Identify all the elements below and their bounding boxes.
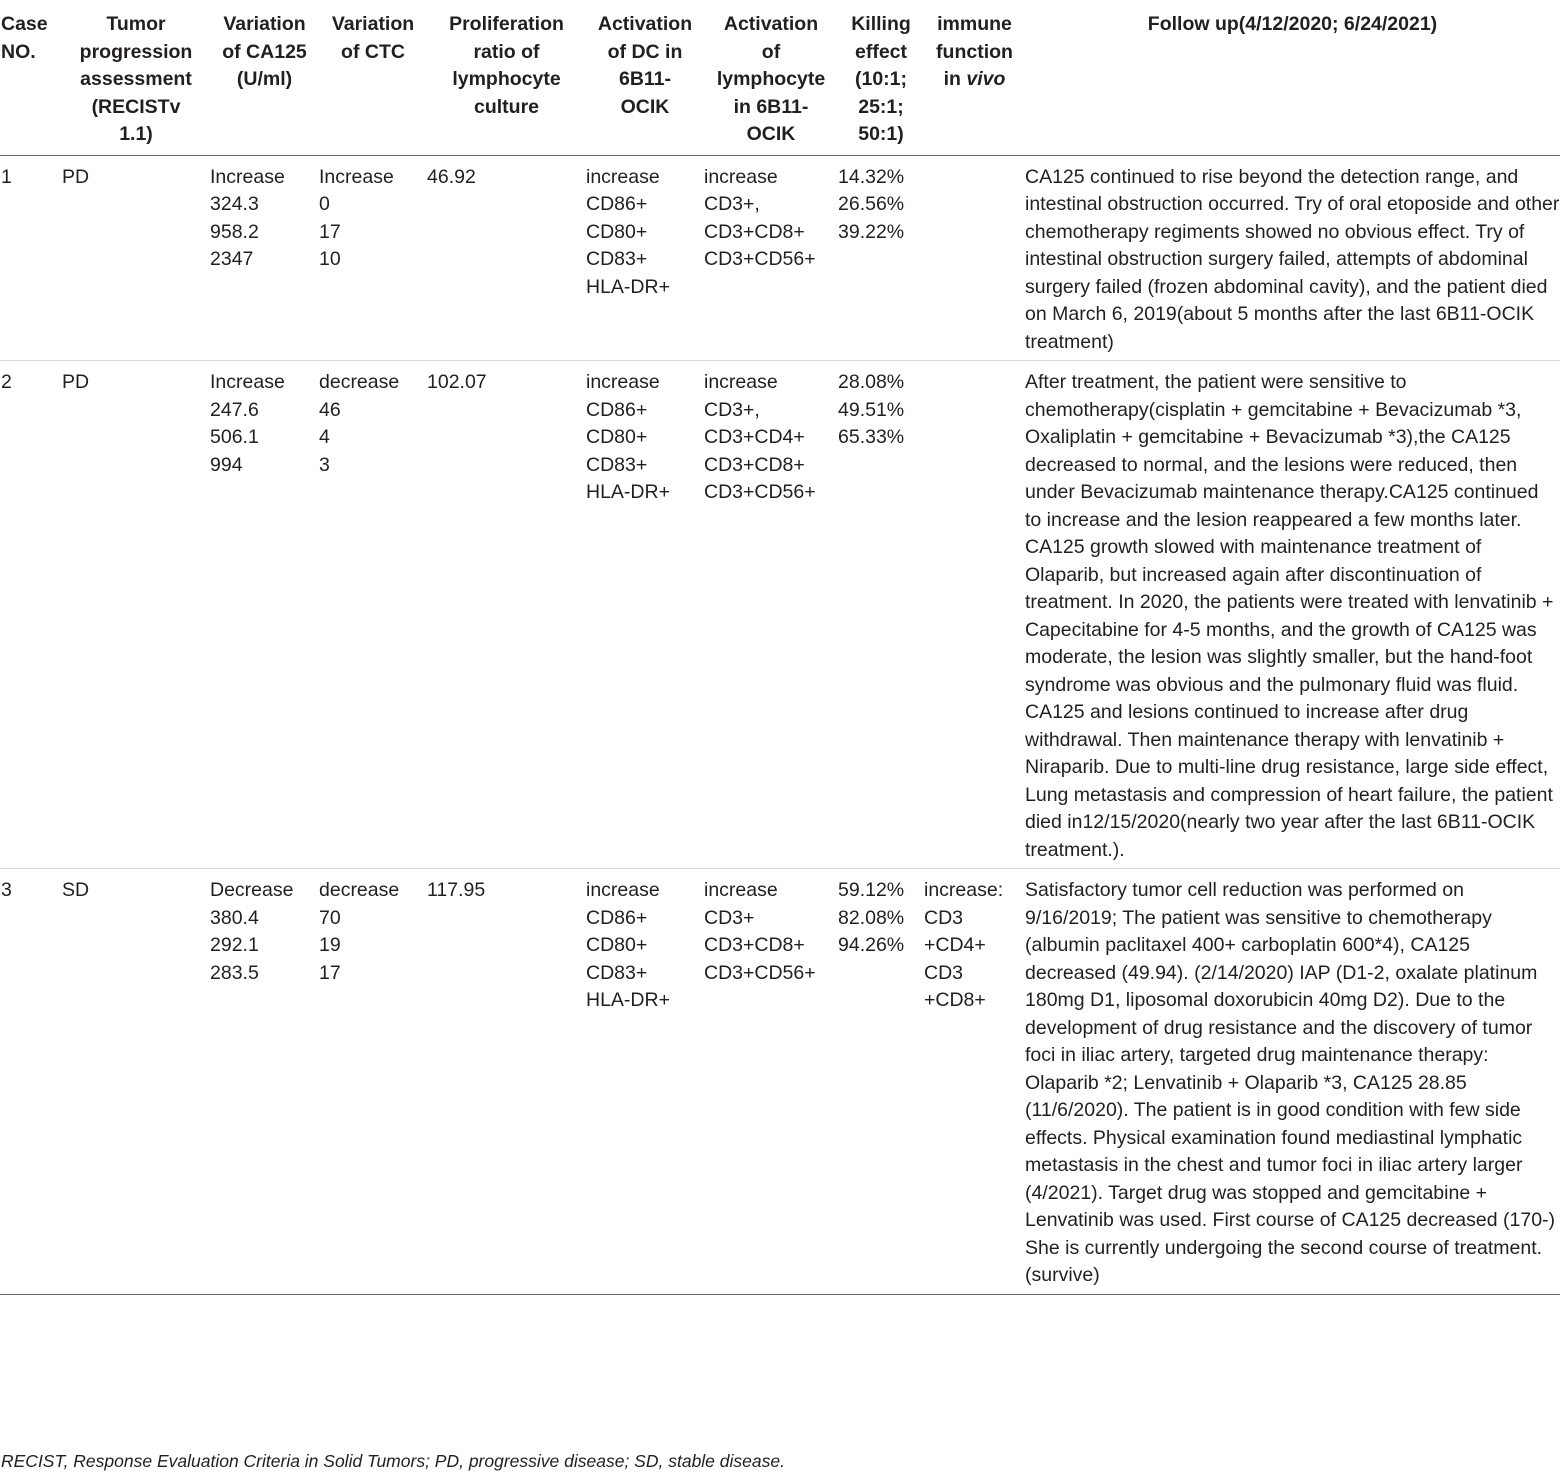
header-tumor: Tumor progression assessment (RECISTv 1.1): [62, 8, 210, 155]
cell-ca125: Increase 324.3 958.2 2347: [210, 155, 319, 361]
cell-ctc: Increase 0 17 10: [319, 155, 427, 361]
cell-dc: increase CD86+ CD80+ CD83+ HLA-DR+: [586, 361, 704, 869]
cell-follow: CA125 continued to rise beyond the detection range, and intestinal obstruction occurred. Try of oral etoposide and other chemotherapy regiments showed no obvious effect. Try of intestinal obstruction surgery failed, attempts of abdominal surgery failed (frozen abdominal cavity), and the patient died on March 6, 2019(about 5 months after the last 6B11-OCIK treatment): [1025, 155, 1560, 361]
header-immune-text: immune function in: [936, 13, 1013, 90]
cell-prolif: 117.95: [427, 869, 586, 1295]
table-row: [0, 361, 1560, 869]
table-row: [0, 869, 1560, 1295]
cell-follow: Satisfactory tumor cell reduction was performed on 9/16/2019; The patient was sensitive to chemotherapy (albumin paclitaxel 400+ carboplatin 600*4), CA125 decreased (49.94). (2/14/2020) IAP (D1-2, oxalate platinum 180mg D1, liposomal doxorubicin 40mg D2). Due to the development of drug resistance and the discovery of tumor foci in iliac artery, targeted drug maintenance therapy: Olaparib *2; Lenvatinib + Olaparib *3, CA125 28.85 (11/6/2020). The patient is in good condition with few side effects. Physical examination found mediastinal lymphatic metastasis in the chest and tumor foci in iliac artery larger (4/2021). Target drug was stopped and gemcitabine + Lenvatinib was used. First course of CA125 decreased (170-) She is currently undergoing the second course of treatment. (survive): [1025, 869, 1560, 1295]
cell-follow: After treatment, the patient were sensitive to chemotherapy(cisplatin + gemcitabine + Bevacizumab *3, Oxaliplatin + gemcitabine + Bevacizumab *3),the CA125 decreased to normal, and the lesions were reduced, then under Bevacizumab maintenance therapy.CA125 continued to increase and the lesion reappeared a few months later. CA125 growth slowed with maintenance treatment of Olaparib, but increased again after discontinuation of treatment. In 2020, the patients were treated with lenvatinib + Capecitabine for 4-5 months, and the growth of CA125 was moderate, the lesion was slightly smaller, but the hand-foot syndrome was obvious and the pulmonary fluid was fluid. CA125 and lesions continued to increase after drug withdrawal. Then maintenance therapy with lenvatinib + Niraparib. Due to multi-line drug resistance, large side effect, Lung metastasis and compression of heart failure, the patient died in12/15/2020(nearly two year after the last 6B11-OCIK treatment.).: [1025, 361, 1560, 869]
cell-killing: 59.12% 82.08% 94.26%: [838, 869, 924, 1295]
header-lymph: Activation of lymphocyte in 6B11- OCIK: [704, 8, 838, 155]
cell-killing: 14.32% 26.56% 39.22%: [838, 155, 924, 361]
cell-case: 1: [0, 155, 62, 361]
header-immune-vivo: vivo: [966, 68, 1006, 90]
cell-lymph: increase CD3+, CD3+CD8+ CD3+CD56+: [704, 155, 838, 361]
cell-tumor: PD: [62, 155, 210, 361]
cell-dc: increase CD86+ CD80+ CD83+ HLA-DR+: [586, 869, 704, 1295]
header-killing: Killing effect (10:1; 25:1; 50:1): [838, 8, 924, 155]
header-case: Case NO.: [0, 8, 62, 155]
table-header-row: [0, 8, 1560, 155]
cell-immune: increase: CD3 +CD4+ CD3 +CD8+: [924, 869, 1025, 1295]
cell-case: 2: [0, 361, 62, 869]
cell-case: 3: [0, 869, 62, 1295]
header-ctc: Variation of CTC: [319, 8, 427, 155]
cell-lymph: increase CD3+, CD3+CD4+ CD3+CD8+ CD3+CD56+: [704, 361, 838, 869]
header-ca125: Variation of CA125 (U/ml): [210, 8, 319, 155]
header-immune: [924, 8, 1025, 155]
case-table: [0, 8, 1560, 1295]
cell-prolif: 102.07: [427, 361, 586, 869]
cell-ca125: Increase 247.6 506.1 994: [210, 361, 319, 869]
cell-lymph: increase CD3+ CD3+CD8+ CD3+CD56+: [704, 869, 838, 1295]
table-footnote: RECIST, Response Evaluation Criteria in Solid Tumors; PD, progressive disease; SD, stable disease.: [1, 1451, 785, 1471]
cell-tumor: SD: [62, 869, 210, 1295]
cell-ctc: decrease 46 4 3: [319, 361, 427, 869]
cell-killing: 28.08% 49.51% 65.33%: [838, 361, 924, 869]
cell-ca125: Decrease 380.4 292.1 283.5: [210, 869, 319, 1295]
header-prolif: Proliferation ratio of lymphocyte culture: [427, 8, 586, 155]
header-follow: Follow up(4/12/2020; 6/24/2021): [1025, 8, 1560, 155]
cell-dc: increase CD86+ CD80+ CD83+ HLA-DR+: [586, 155, 704, 361]
table-row: [0, 155, 1560, 361]
cell-ctc: decrease 70 19 17: [319, 869, 427, 1295]
cell-immune: [924, 155, 1025, 361]
cell-immune: [924, 361, 1025, 869]
cell-tumor: PD: [62, 361, 210, 869]
cell-prolif: 46.92: [427, 155, 586, 361]
header-dc: Activation of DC in 6B11- OCIK: [586, 8, 704, 155]
